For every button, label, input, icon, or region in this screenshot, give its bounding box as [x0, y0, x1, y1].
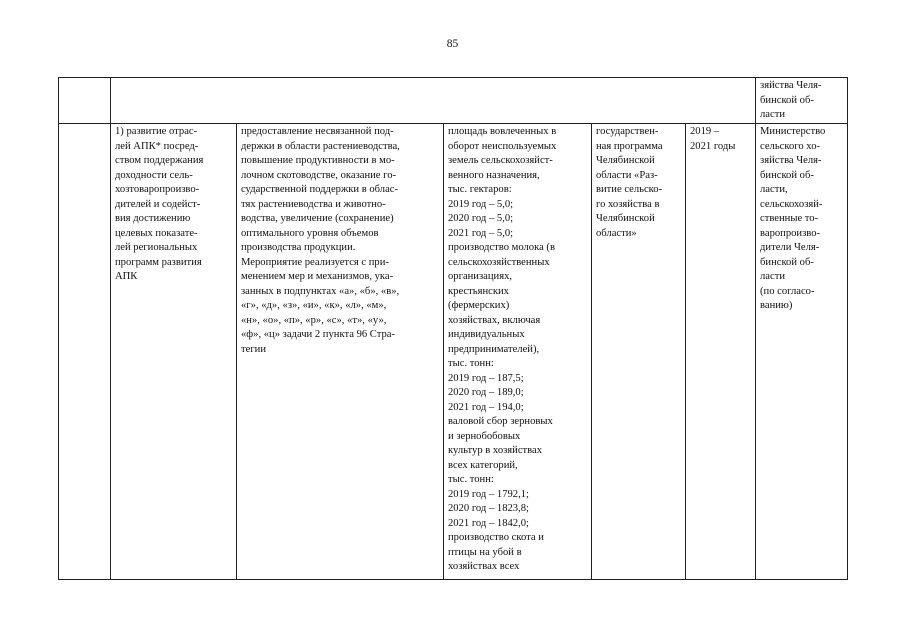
table-cell-merged	[111, 78, 756, 124]
page-number: 85	[446, 38, 459, 50]
table-cell-measures	[237, 124, 444, 580]
table-cell-direction	[111, 124, 237, 580]
table-row-continuation	[59, 78, 848, 124]
table-cell-responsible-continuation	[756, 78, 848, 124]
table-cell-responsible	[756, 124, 848, 580]
indicators-text: площадь вовлеченных в оборот неиспользуемых земель сельскохозяйст- венного назначения, тыс. гектаров: 2019 год – 5,0; 2020 год – 5,0; 2021 год – 5,0; производство молока (в сельскохозяйственных организациях, крестьянских (фермерских) хозяйствах, включая индивидуальных предпринимателей), тыс. тонн: 2019 год – 187,5; 2020 год – 189,0; 2021 год – 194,0; валовой сбор зерновых и зернобобовых культур в хозяйствах всех категорий, тыс. тонн: 2019 год – 1792,1; 2020 год – 1823,8; 2021 год – 1842,0; производство скота и птицы на убой в хозяйствах всех	[448, 126, 557, 572]
period-text: 2019 – 2021 годы	[690, 126, 736, 152]
table-row-main	[59, 124, 848, 580]
measures-table	[58, 77, 848, 580]
direction-text: 1) развитие отрас- лей АПК* посред- ством поддержания доходности сель- хозтоваропроизво- дителей и содейст- вия достижению целевых показате- лей региональных программ развития АПК	[115, 126, 204, 282]
table-cell-number	[59, 78, 111, 124]
table-cell-indicators	[444, 124, 592, 580]
table-cell-program	[592, 124, 686, 580]
responsible-text: Министерство сельского хо- зяйства Челя- бинской об- ласти, сельскохозяй- ственные то- варопроизво- дители Челя- бинской об- ласти (по согласо- ванию)	[760, 126, 826, 311]
table-cell-period	[686, 124, 756, 580]
measures-text: предоставление несвязанной под- держки в области растениеводства, повышение продуктивности в мо- лочном скотоводстве, оказание го- сударственной поддержки в облас- тях растениеводства и животно- водства, увеличение (сохранение) оптимального уровня объемов производства продукции. Мероприятие реализуется с при- менением мер и механизмов, ука- занных в подпунктах «а», «б», «в», «г», «д», «з», «и», «к», «л», «м», «н», «о», «п», «р», «с», «т», «у», «ф», «ц» задачи 2 пункта 96 Стра- тегии	[241, 126, 400, 355]
table-cell-number	[59, 124, 111, 580]
responsible-continuation-text: зяйства Челя- бинской об- ласти	[760, 80, 822, 120]
program-text: государствен- ная программа Челябинской области «Раз- витие сельско- го хозяйства в Челябинской области»	[596, 126, 663, 239]
